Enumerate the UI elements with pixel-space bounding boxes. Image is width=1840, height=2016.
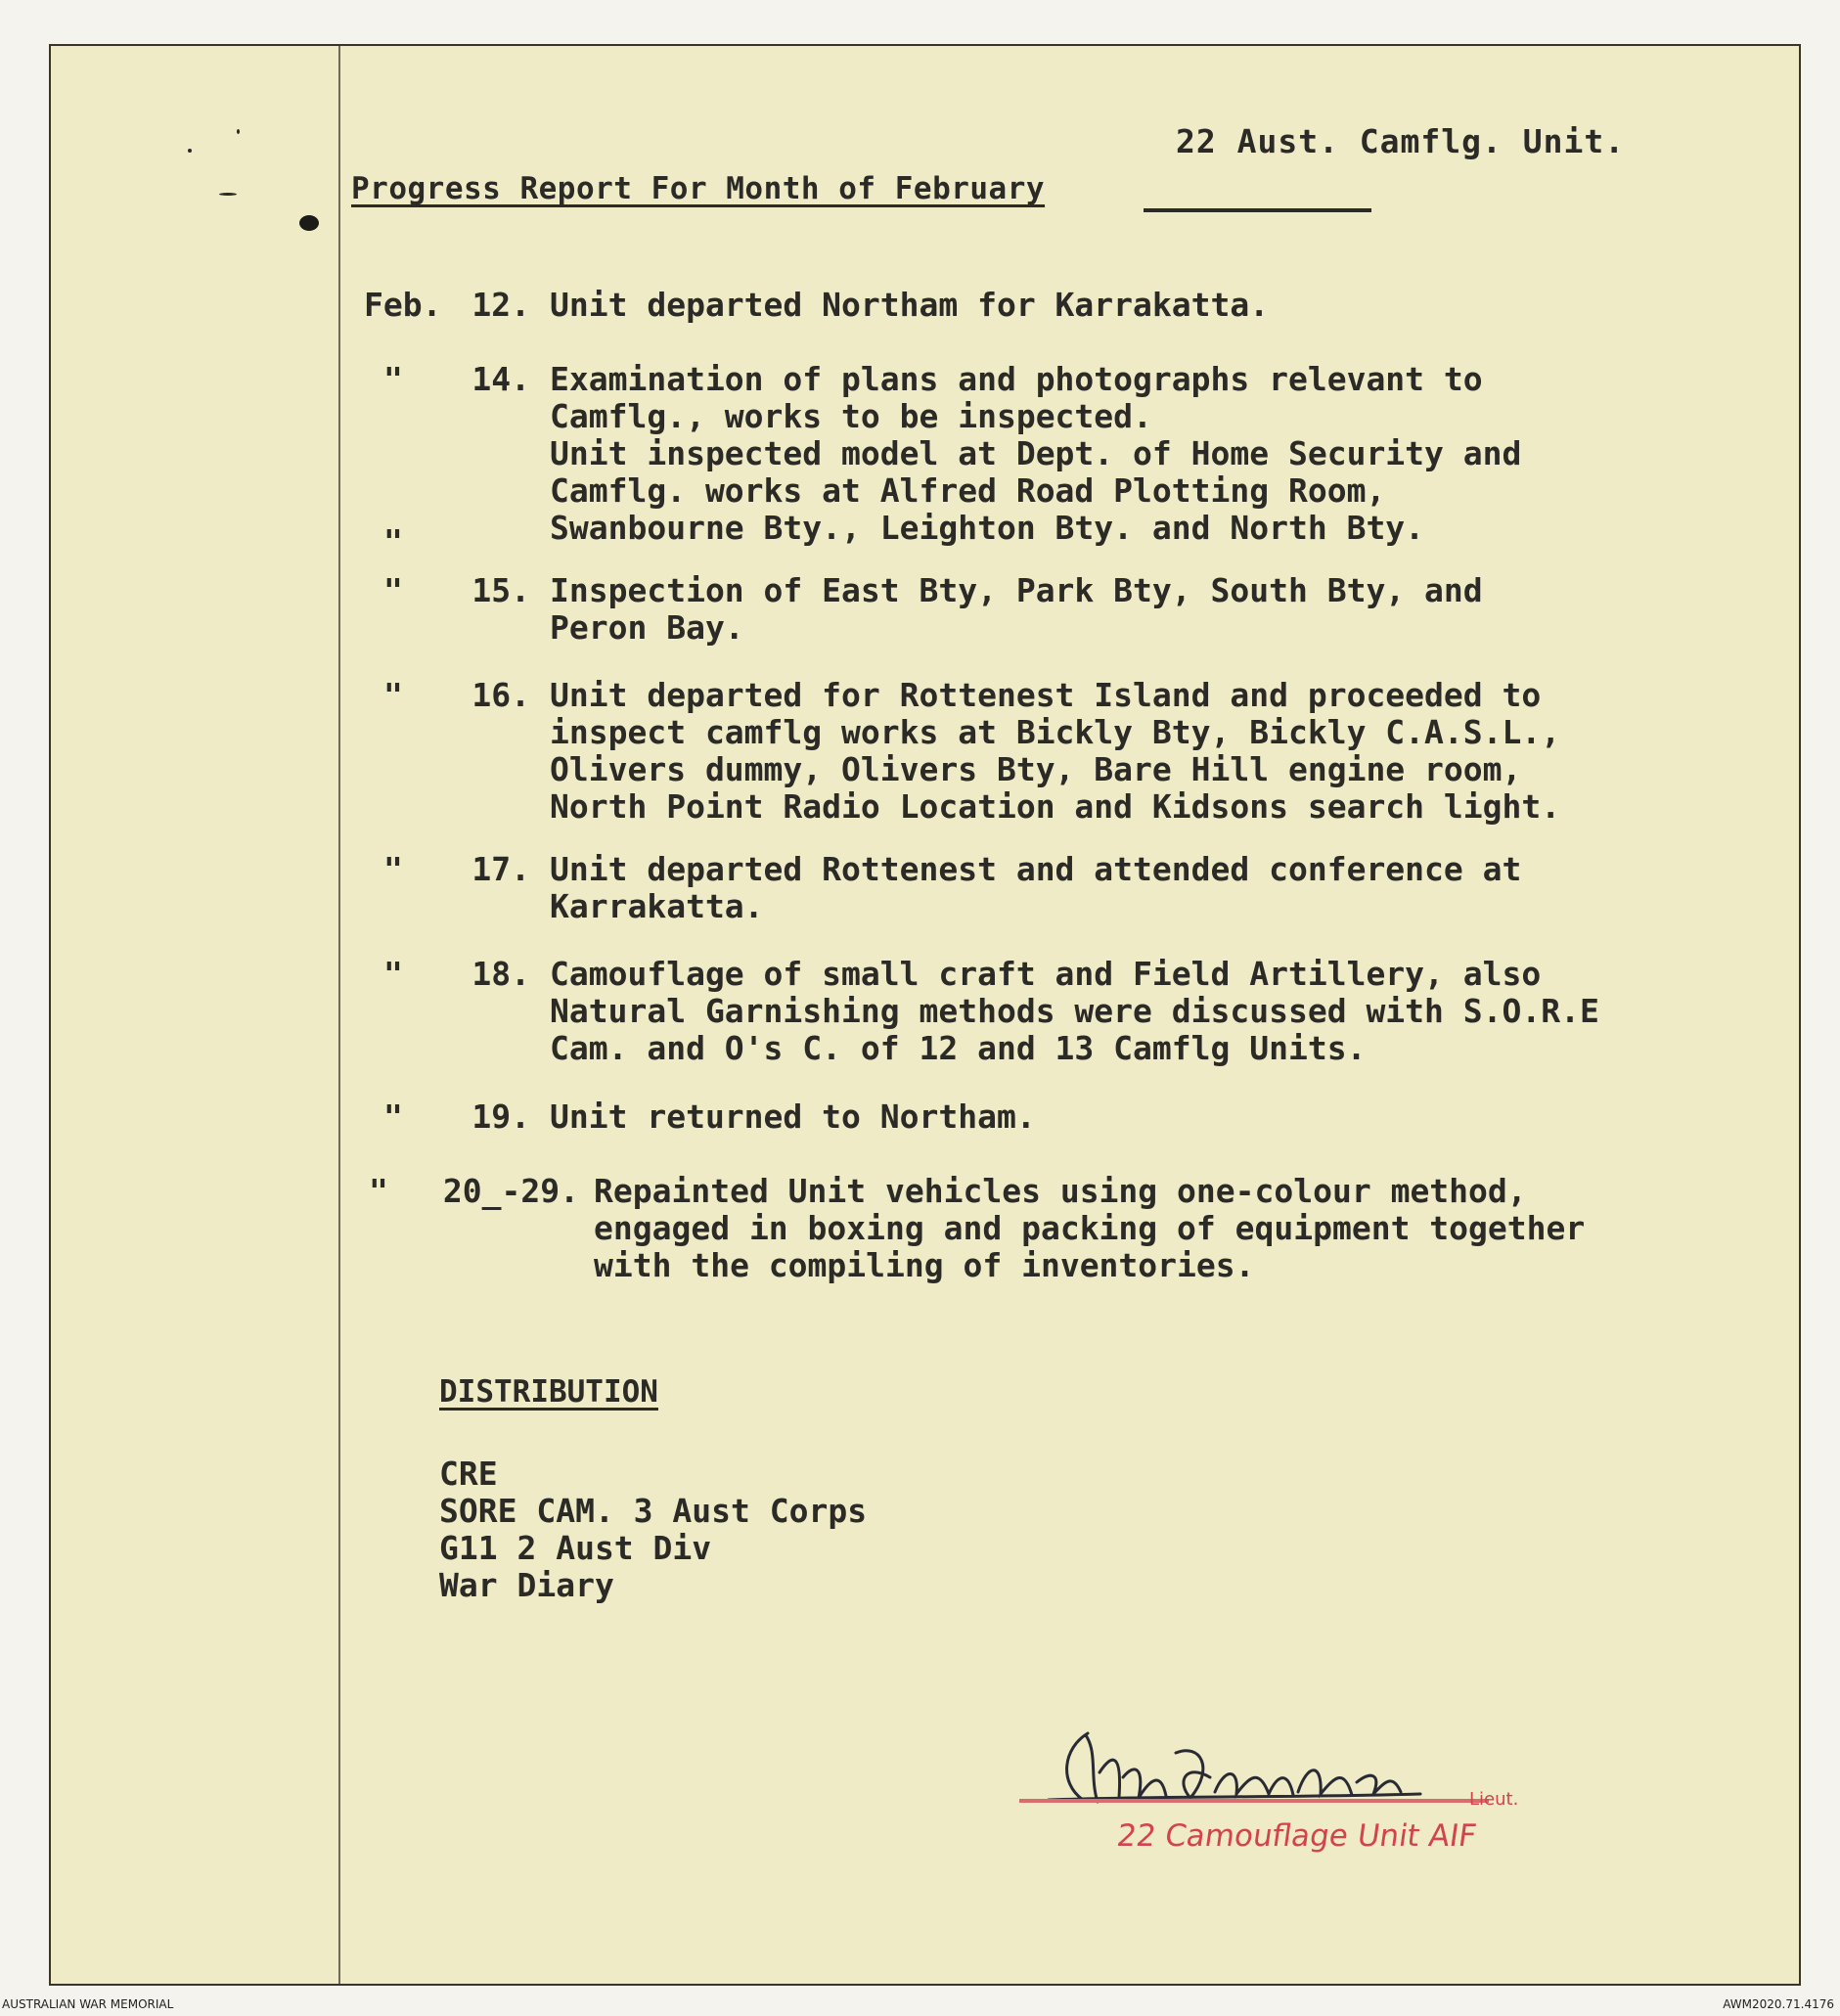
entry-day: 16. (471, 676, 530, 714)
margin-rule (338, 46, 340, 1984)
footer-right: AWM2020.71.4176 (1723, 1997, 1834, 2011)
title-underline (1144, 208, 1371, 212)
report-title: Progress Report For Month of February (351, 171, 1046, 206)
stamp-rule (1019, 1799, 1489, 1803)
ditto-mark: " (383, 571, 403, 609)
entry-day: 18. (471, 955, 530, 993)
ditto-mark: " (383, 522, 403, 560)
entry-text: Repainted Unit vehicles using one-colour method, engaged in boxing and packing of equipment together with the compiling of inventories. (594, 1172, 1586, 1284)
entry-month: Feb. (364, 286, 442, 324)
unit-header: 22 Aust. Camflg. Unit. (1176, 122, 1626, 160)
ditto-mark: " (383, 955, 403, 993)
distribution-item: CRE (439, 1455, 498, 1493)
entry-text: Unit returned to Northam. (550, 1098, 1036, 1136)
ditto-mark: " (383, 1098, 403, 1136)
entry-text: Unit departed Northam for Karrakatta. (550, 286, 1270, 324)
entry-day: 17. (471, 850, 530, 888)
entry-text: Unit departed for Rottenest Island and proceeded to inspect camflg works at Bickly Bty, Bickly C.A.S.L., Olivers dummy, Olivers Bty, Bare Hill engine room, North Point Radio Location and Kidsons search light. (550, 676, 1561, 826)
stamp-rank: Lieut. (1469, 1789, 1519, 1810)
entry-day: 20_-29. (442, 1172, 579, 1210)
punch-hole (299, 215, 319, 231)
ditto-mark: " (383, 676, 403, 714)
ditto-mark: " (383, 850, 403, 888)
ink-speck (188, 149, 192, 153)
ink-speck (237, 129, 240, 134)
distribution-item: G11 2 Aust Div (439, 1529, 712, 1567)
ditto-mark: " (383, 360, 403, 398)
entry-text: Camouflage of small craft and Field Artillery, also Natural Garnishing methods were discussed with S.O.R.E Cam. and O's C. of 12 and 13 Camflg Units. (550, 955, 1599, 1067)
stamp-unit: 22 Camouflage Unit AIF (1114, 1818, 1479, 1854)
entry-day: 14. (471, 360, 530, 398)
entry-day: 12. (471, 286, 530, 324)
distribution-item: War Diary (439, 1566, 614, 1604)
distribution-item: SORE CAM. 3 Aust Corps (439, 1492, 868, 1530)
entry-text: Examination of plans and photographs relevant to Camflg., works to be inspected. Unit inspected model at Dept. of Home Security and Camflg. works at Alfred Road Plotting Room, Swanbourne Bty., Leighton Bty. and North Bty. (550, 360, 1522, 547)
entry-day: 19. (471, 1098, 530, 1136)
entry-text: Inspection of East Bty, Park Bty, South Bty, and Peron Bay. (550, 571, 1483, 647)
footer-left: AUSTRALIAN WAR MEMORIAL (2, 1997, 174, 2011)
ink-speck (219, 193, 237, 196)
entry-day: 15. (471, 571, 530, 609)
ditto-mark: " (369, 1172, 388, 1210)
distribution-heading: DISTRIBUTION (439, 1374, 658, 1410)
entry-text: Unit departed Rottenest and attended conference at Karrakatta. (550, 850, 1522, 925)
document-page (49, 44, 1801, 1986)
